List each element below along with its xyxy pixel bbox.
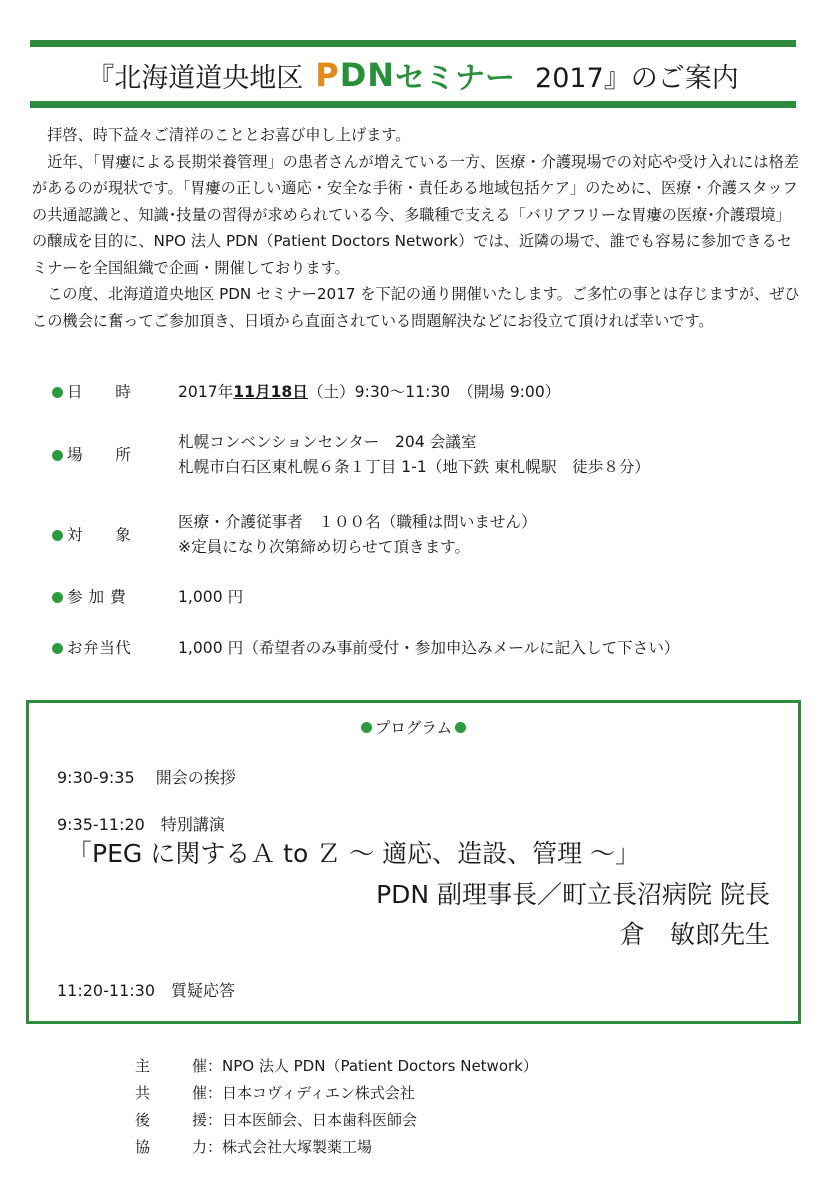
venue-name: 札幌コンベンションセンター 204 会議室 [178,433,477,451]
sponsor-list [135,1053,538,1161]
pdn-logo: PDN [315,56,396,94]
detail-venue: 場 所 札幌コンベンションセンター 204 会議室 札幌市白石区東札幌６条１丁目 1-1（地下鉄 東札幌駅 徒歩８分） [52,430,812,480]
bullet-icon [52,387,63,398]
venue-address: 札幌市白石区東札幌６条１丁目 1-1（地下鉄 東札幌駅 徒歩８分） [178,458,651,476]
header-bottom-rule [30,101,796,108]
detail-target: 対 象 医療・介護従事者 １００名（職種は問いません） ※定員になり次第締め切らせて頂きます。 [52,510,812,560]
speaker-affiliation: PDN 副理事長／町立長沼病院 院長 [376,880,770,909]
bullet-icon [455,722,466,733]
program-opening: 9:30-9:35 開会の挨拶 [57,768,236,787]
program-qa: 11:20-11:30 質疑応答 [57,981,235,1000]
detail-datetime: 日 時 2017年11月18日（土）9:30～11:30 （開場 9:00） [52,380,812,405]
header-top-rule [30,40,796,47]
intro-paragraph: 近年、「胃瘻による長期栄養管理」の患者さんが増えている一方、医療・介護現場での対応や受け入れには格差があるのが現状です。「胃瘻の正しい適応・安全な手術・責任ある地域包括ケア」のために、医療・介護スタッフの共通認識と、知識･技量の習得が求められている今、多職種で支える「バリアフリーな胃瘻の医療･介護環境」の醸成を目的に、NPO 法人 PDN（Patient Doctors Network）では、近隣の場で、誰でも容易に参加できるセミナーを全国組織で企画・開催しております。 [32,152,799,277]
seminar-label: セミナー [395,61,516,96]
program-lecture-time: 9:35-11:20 特別講演 [57,815,225,834]
page-title [30,52,796,98]
detail-bento: お弁当代 1,000 円（希望者のみ事前受付・参加申込みメールに記入して下さい） [52,636,812,661]
sponsor-row: 後 援 ： 日本医師会、日本歯科医師会 [135,1111,418,1129]
program-box [26,700,801,1024]
lecture-title: 「PEG に関するＡ to Ｚ ～ 適応、造設、管理 ～」 [67,839,641,868]
detail-fee: 参 加 費 1,000 円 [52,585,812,610]
sponsor-row: 協 力 ： 株式会社大塚製薬工場 [135,1138,373,1156]
intro-text [32,122,802,334]
intro-paragraph: 拝啓、時下益々ご清祥のこととお喜び申し上げます。 [47,126,411,144]
bullet-icon [52,450,63,461]
event-date: 11月18日 [233,383,308,401]
bullet-icon [361,722,372,733]
bullet-icon [52,643,63,654]
program-heading: プログラム [29,716,798,738]
bullet-icon [52,530,63,541]
intro-paragraph: この度、北海道道央地区 PDN セミナー2017 を下記の通り開催いたします。ご多忙の事とは存じますが、ぜひこの機会に奮ってご参加頂き、日頃から直面されている問題解決などにお役立て頂ければ幸いです。 [32,285,800,330]
title-prefix: 『北海道道央地区 [87,62,304,94]
title-suffix: 2017』のご案内 [535,62,739,94]
sponsor-row: 共 催 ： 日本コヴィディエン株式会社 [135,1084,415,1102]
bullet-icon [52,592,63,603]
sponsor-row: 主 催 ： NPO 法人 PDN（Patient Doctors Network） [135,1057,538,1075]
speaker-name: 倉 敏郎先生 [619,920,770,949]
